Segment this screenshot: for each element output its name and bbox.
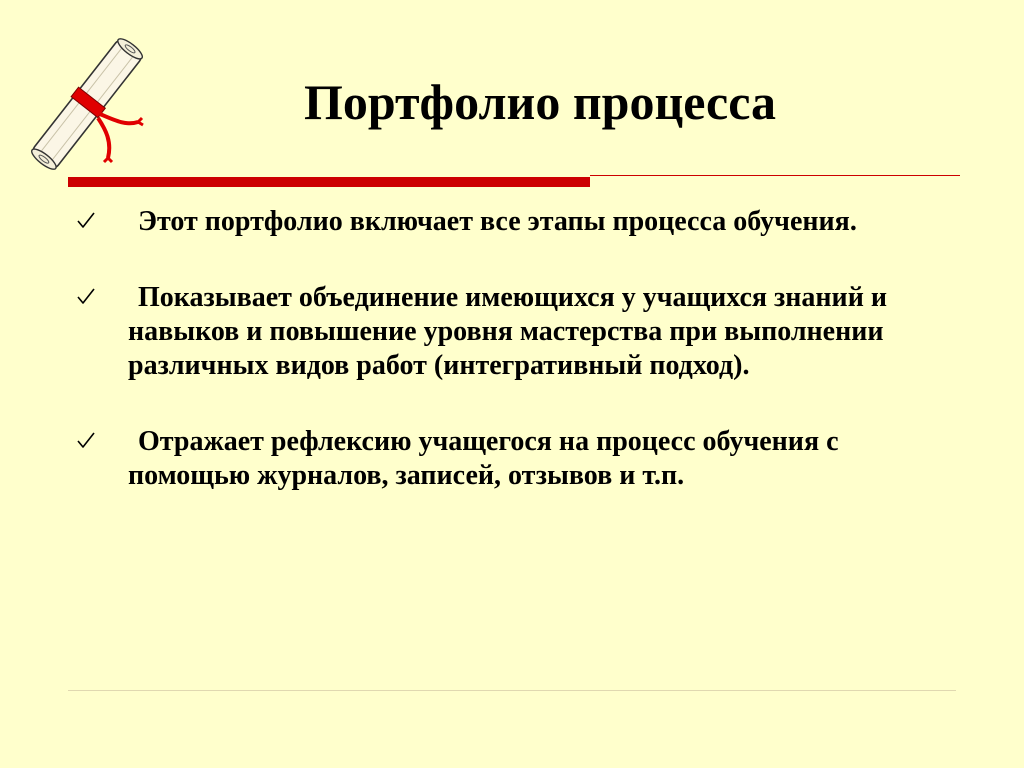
bullet-item [76, 425, 956, 493]
bullet-text: Показывает объединение имеющихся у учащихся знаний и навыков и повышение уровня мастерства при выполнении различных видов работ (интегративный подход). [128, 282, 887, 381]
bullet-text: Отражает рефлексию учащегося на процесс обучения с помощью журналов, записей, отзывов и т.п. [128, 426, 839, 491]
check-icon [76, 211, 96, 231]
title-underline-thin [590, 175, 960, 176]
title-underline-thick [68, 177, 590, 187]
footer-divider [68, 690, 956, 691]
bullet-text: Этот портфолио включает все этапы процесса обучения. [138, 206, 857, 237]
slide-title: Портфолио процесса [303, 74, 777, 130]
scroll-with-ribbon-icon [28, 30, 146, 178]
check-icon [76, 431, 96, 451]
check-icon [76, 287, 96, 307]
bullet-list [76, 205, 956, 493]
bullet-item [76, 281, 956, 383]
bullet-item [76, 205, 956, 239]
